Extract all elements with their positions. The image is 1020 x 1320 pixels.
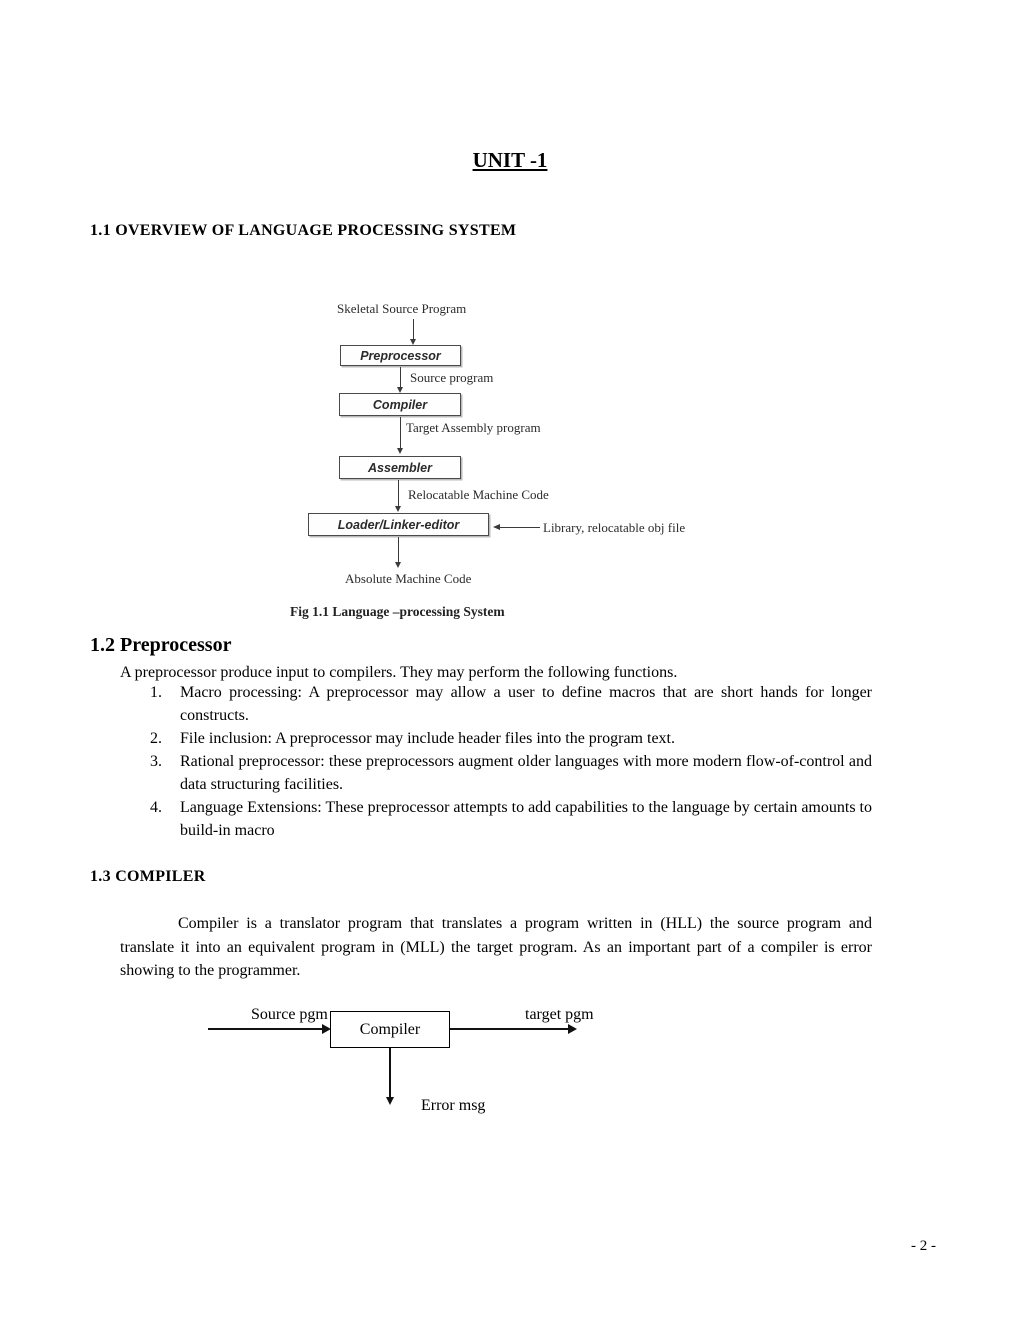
section-1-2-intro: A preprocessor produce input to compilers. They may perform the following functions. — [120, 664, 678, 681]
fig1-box-preprocessor: Preprocessor — [340, 345, 461, 366]
fig2-label-error-msg: Error msg — [421, 1097, 486, 1114]
fig1-arrow-down-1-icon — [413, 319, 414, 339]
fig2-box-compiler: Compiler — [330, 1011, 450, 1048]
fig1-box-compiler: Compiler — [339, 393, 461, 416]
fig1-arrow-down-3-icon — [400, 417, 401, 448]
fig1-arrow-down-2-icon — [400, 367, 401, 387]
list-item — [150, 750, 872, 796]
list-item-number: 3. — [150, 753, 162, 770]
fig1-caption: Fig 1.1 Language –processing System — [290, 604, 505, 619]
fig1-label-target-assembly-program: Target Assembly program — [406, 420, 541, 435]
fig2-arrow-right-target-icon — [450, 1028, 568, 1030]
fig1-label-absolute-machine-code: Absolute Machine Code — [345, 571, 472, 586]
list-item-number: 4. — [150, 799, 162, 816]
heading-1-3: 1.3 COMPILER — [90, 868, 206, 885]
heading-1-1: 1.1 OVERVIEW OF LANGUAGE PROCESSING SYSTEM — [90, 222, 517, 239]
fig1-label-skeletal-source-program: Skeletal Source Program — [337, 301, 467, 316]
list-item — [150, 681, 872, 727]
list-item — [150, 727, 872, 750]
heading-1-2: 1.2 Preprocessor — [90, 634, 232, 656]
list-item-number: 2. — [150, 730, 162, 747]
list-item-text: File inclusion: A preprocessor may include header files into the program text. — [180, 730, 675, 747]
preprocessor-functions-list — [150, 681, 872, 842]
fig1-box-assembler: Assembler — [339, 456, 461, 479]
fig1-label-library-relocatable-obj-file: Library, relocatable obj file — [543, 520, 686, 535]
list-item — [150, 796, 872, 842]
fig1-arrow-down-4-icon — [398, 480, 399, 506]
fig1-arrow-down-5-icon — [398, 537, 399, 562]
section-1-3-paragraph: Compiler is a translator program that translates a program written in (HLL) the source program and translate it into an equivalent program in (MLL) the target program. As an important part of a compiler is error showing to the programmer. — [120, 915, 872, 979]
page-title: UNIT -1 — [472, 148, 548, 172]
fig2-arrow-right-source-icon — [208, 1028, 322, 1030]
list-item-text: Macro processing: A preprocessor may allow a user to define macros that are short hands for longer constructs. — [180, 684, 872, 724]
list-item-text: Language Extensions: These preprocessor attempts to add capabilities to the language by certain amounts to build-in macro — [180, 799, 872, 839]
list-item-number: 1. — [150, 684, 162, 701]
fig1-arrow-left-library-icon — [500, 527, 540, 528]
page-number: - 2 - — [911, 1238, 936, 1254]
fig2-label-source-pgm: Source pgm — [251, 1006, 328, 1023]
fig2-label-target-pgm: target pgm — [525, 1006, 594, 1023]
fig1-box-loader-linker-editor: Loader/Linker-editor — [308, 513, 489, 536]
list-item-text: Rational preprocessor: these preprocessors augment older languages with more modern flow-of-control and data structuring facilities. — [180, 753, 872, 793]
fig1-label-source-program: Source program — [410, 370, 494, 385]
fig2-arrow-down-error-icon — [389, 1048, 391, 1097]
fig1-label-relocatable-machine-code: Relocatable Machine Code — [408, 487, 549, 502]
